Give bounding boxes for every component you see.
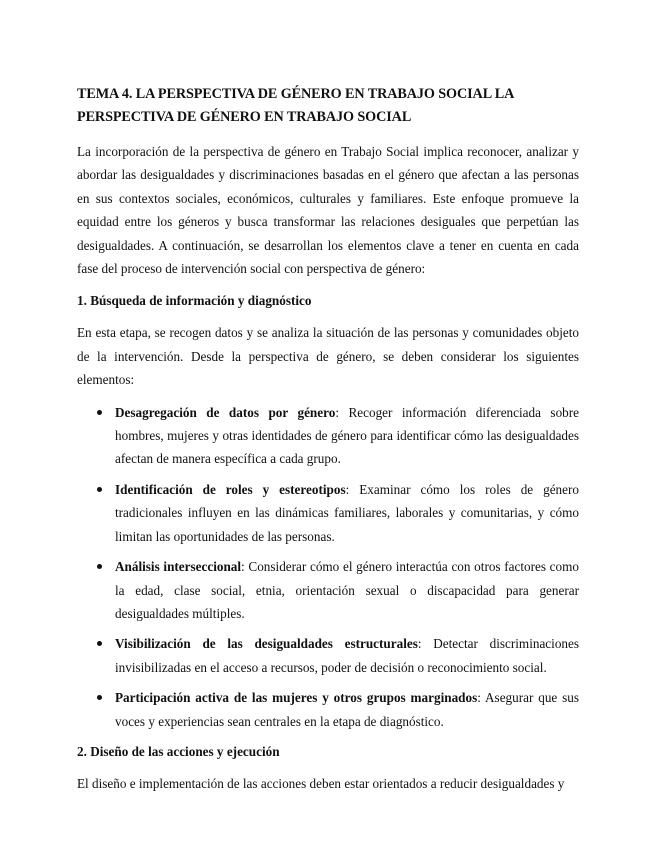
document-body	[77, 83, 579, 804]
bullet-icon	[97, 564, 102, 569]
bullet-icon	[97, 695, 102, 700]
section-2-paragraph: El diseño e implementación de las acciones deben estar orientados a reducir desigualdades y	[77, 775, 565, 791]
list-item	[77, 632, 579, 679]
bullet-icon	[97, 410, 102, 415]
section-heading-2: 2. Diseño de las acciones y ejecución	[77, 743, 280, 759]
list-item-term: Visibilización de las desigualdades estructurales	[115, 636, 418, 652]
list-item-term: Análisis interseccional	[115, 559, 242, 575]
list-item-text: : Recoger información diferenciada sobre hombres, mujeres y otras identidades de género para identificar cómo las desigualdades afectan de manera específica a cada grupo.	[115, 404, 579, 467]
list-item-term: Identificación de roles y estereotipos	[115, 481, 346, 497]
section-heading-1: 1. Búsqueda de información y diagnóstico	[77, 293, 312, 309]
list-item-text: : Detectar discriminaciones invisibilizadas en el acceso a recursos, poder de decisión o reconocimiento social.	[115, 636, 579, 675]
list-item-term: Participación activa de las mujeres y otros grupos marginados	[115, 690, 478, 706]
intro-paragraph: La incorporación de la perspectiva de género en Trabajo Social implica reconocer, analizar y abordar las desigualdades y discriminaciones basadas en el género que afectan a las personas en sus contextos sociales, económicos, culturales y familiares. Este enfoque promueve la equidad entre los géneros y busca transformar las relaciones desiguales que perpetúan las desigualdades. A continuación, se desarrollan los elementos clave a tener en cuenta en cada fase del proceso de intervención social con perspectiva de género:	[77, 144, 579, 277]
list-item-term: Desagregación de datos por género	[115, 404, 336, 420]
list-item-text: : Asegurar que sus voces y experiencias sean centrales en la etapa de diagnóstico.	[115, 690, 579, 729]
bullet-icon	[97, 487, 102, 492]
list-item-text: : Considerar cómo el género interactúa con otros factores como la edad, clase social, etnia, orientación sexual o discapacidad para generar desigualdades múltiples.	[115, 559, 579, 621]
section-1-paragraph: En esta etapa, se recogen datos y se analiza la situación de las personas y comunidades objeto de la intervención. Desde la perspectiva de género, se deben considerar los siguientes elementos:	[77, 325, 579, 388]
list-item-text: : Examinar cómo los roles de género tradicionales influyen en las dinámicas familiares, laborales y comunitarias, y cómo limitan las oportunidades de las personas.	[115, 481, 579, 544]
bullet-list	[77, 401, 579, 733]
list-item	[77, 686, 579, 733]
list-item	[77, 478, 579, 548]
bullet-icon	[97, 641, 102, 646]
list-item	[77, 555, 579, 625]
list-item	[77, 401, 579, 471]
page-title: TEMA 4. LA PERSPECTIVA DE GÉNERO EN TRABAJO SOCIAL LA PERSPECTIVA DE GÉNERO EN TRABAJO SOCIAL	[77, 86, 514, 125]
